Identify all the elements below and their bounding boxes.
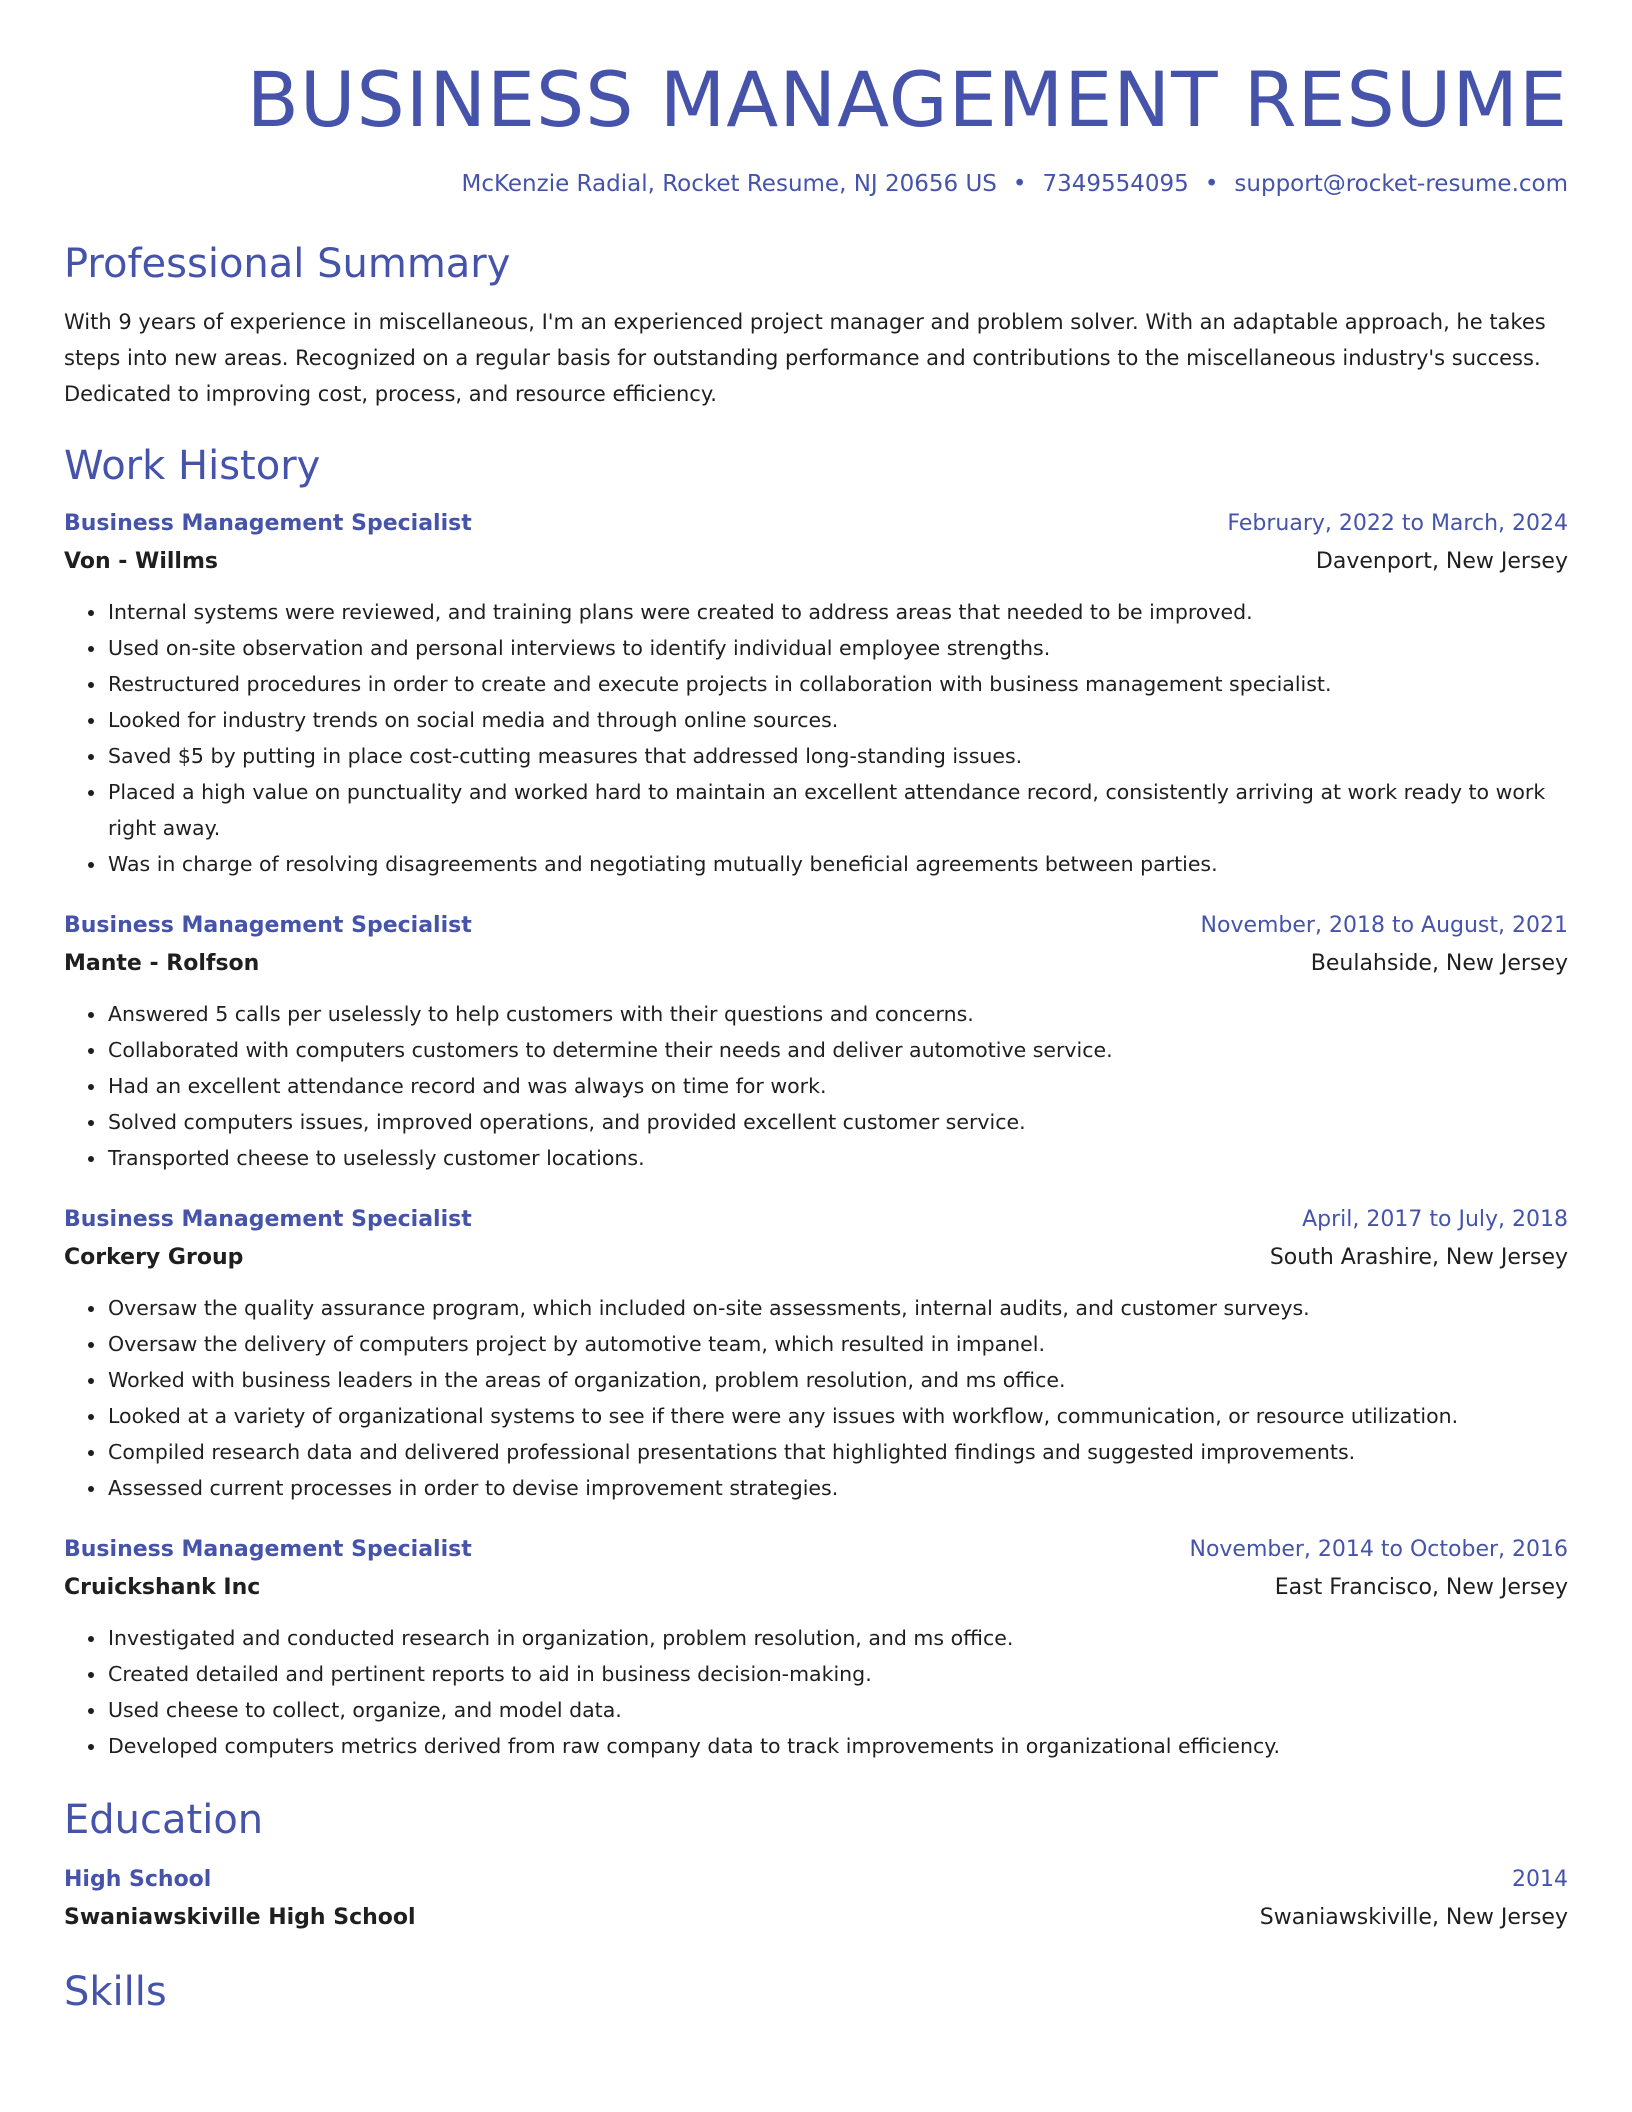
contact-separator: • [1204, 171, 1219, 197]
job-bullet: • Looked for industry trends on social media and through online sources. [107, 702, 1568, 738]
job-company: Cruickshank Inc [64, 1575, 261, 1600]
job-company: Von - Willms [64, 549, 218, 574]
job-bullet-list [64, 996, 1568, 1176]
job-company: Corkery Group [64, 1245, 244, 1270]
job-bullet: • Used cheese to collect, organize, and model data. [107, 1692, 1568, 1728]
job-title: Business Management Specialist [64, 511, 472, 536]
job-bullet: • Assessed current processes in order to devise improvement strategies. [107, 1470, 1568, 1506]
job-entry [64, 1532, 1568, 1764]
resume-title: BUSINESS MANAGEMENT RESUME [246, 55, 1568, 144]
education-heading: Education [64, 1797, 264, 1843]
contact-address: McKenzie Radial, Rocket Resume, NJ 20656 US [461, 171, 997, 197]
job-bullet: • Created detailed and pertinent reports to aid in business decision-making. [107, 1656, 1568, 1692]
education-location: Swaniawskiville, New Jersey [1259, 1905, 1568, 1930]
job-bullet: • Developed computers metrics derived from raw company data to track improvements in organizational efficiency. [107, 1728, 1568, 1764]
job-bullet: • Transported cheese to uselessly customer locations. [107, 1140, 1568, 1176]
contact-phone: 7349554095 [1042, 171, 1189, 197]
education-entry [64, 1862, 1568, 1938]
job-entry [64, 1202, 1568, 1506]
job-bullet: • Answered 5 calls per uselessly to help customers with their questions and concerns. [107, 996, 1568, 1032]
job-bullet: • Oversaw the quality assurance program, which included on-site assessments, internal audits, and customer surveys. [107, 1290, 1568, 1326]
job-location: South Arashire, New Jersey [1269, 1245, 1568, 1270]
job-dates: November, 2014 to October, 2016 [1189, 1537, 1568, 1562]
job-bullet: • Compiled research data and delivered professional presentations that highlighted findings and suggested improvements. [107, 1434, 1568, 1470]
skills-heading: Skills [64, 1969, 167, 2015]
education-degree: High School [64, 1867, 212, 1892]
job-bullet: • Oversaw the delivery of computers project by automotive team, which resulted in impanel. [107, 1326, 1568, 1362]
job-dates: April, 2017 to July, 2018 [1302, 1207, 1568, 1232]
job-bullet-list [64, 594, 1568, 882]
education-year: 2014 [1512, 1867, 1568, 1892]
job-title: Business Management Specialist [64, 1537, 472, 1562]
job-bullet-list [64, 1290, 1568, 1506]
job-bullet: • Saved $5 by putting in place cost-cutting measures that addressed long-standing issues. [107, 738, 1568, 774]
summary-heading: Professional Summary [64, 241, 511, 287]
job-title: Business Management Specialist [64, 1207, 472, 1232]
job-company: Mante - Rolfson [64, 951, 260, 976]
job-bullet: • Placed a high value on punctuality and worked hard to maintain an excellent attendance record, consistently arriving at work ready to work right away. [107, 774, 1568, 846]
job-bullet: • Used on-site observation and personal interviews to identify individual employee strengths. [107, 630, 1568, 666]
job-bullet-list [64, 1620, 1568, 1764]
job-bullet: • Restructured procedures in order to create and execute projects in collaboration with business management specialist. [107, 666, 1568, 702]
education-school: Swaniawskiville High School [64, 1905, 416, 1930]
job-bullet: • Internal systems were reviewed, and training plans were created to address areas that needed to be improved. [107, 594, 1568, 630]
job-location: Davenport, New Jersey [1315, 549, 1568, 574]
job-bullet: • Had an excellent attendance record and was always on time for work. [107, 1068, 1568, 1104]
job-bullet: • Collaborated with computers customers to determine their needs and deliver automotive service. [107, 1032, 1568, 1068]
work-history-heading: Work History [64, 443, 321, 489]
job-bullet: • Was in charge of resolving disagreements and negotiating mutually beneficial agreements between parties. [107, 846, 1568, 882]
job-bullet: • Looked at a variety of organizational systems to see if there were any issues with workflow, communication, or resource utilization. [107, 1398, 1568, 1434]
job-location: Beulahside, New Jersey [1310, 951, 1568, 976]
contact-email: support@rocket-resume.com [1234, 171, 1568, 197]
job-entry [64, 908, 1568, 1176]
job-bullet: • Investigated and conducted research in organization, problem resolution, and ms office. [107, 1620, 1568, 1656]
job-location: East Francisco, New Jersey [1274, 1575, 1568, 1600]
job-title: Business Management Specialist [64, 913, 472, 938]
job-dates: February, 2022 to March, 2024 [1227, 511, 1568, 536]
contact-line [64, 168, 1568, 200]
summary-text: With 9 years of experience in miscellaneous, I'm an experienced project manager and problem solver. With an adaptable approach, he takes steps into new areas. Recognized on a regular basis for outstanding performance and contributions to the miscellaneous industry's success. Dedicated to improving cost, process, and resource efficiency. [64, 310, 1546, 406]
work-history-list [64, 506, 1568, 1764]
job-entry [64, 506, 1568, 882]
contact-separator: • [1012, 171, 1027, 197]
job-bullet: • Solved computers issues, improved operations, and provided excellent customer service. [107, 1104, 1568, 1140]
job-bullet: • Worked with business leaders in the areas of organization, problem resolution, and ms office. [107, 1362, 1568, 1398]
job-dates: November, 2018 to August, 2021 [1200, 913, 1568, 938]
